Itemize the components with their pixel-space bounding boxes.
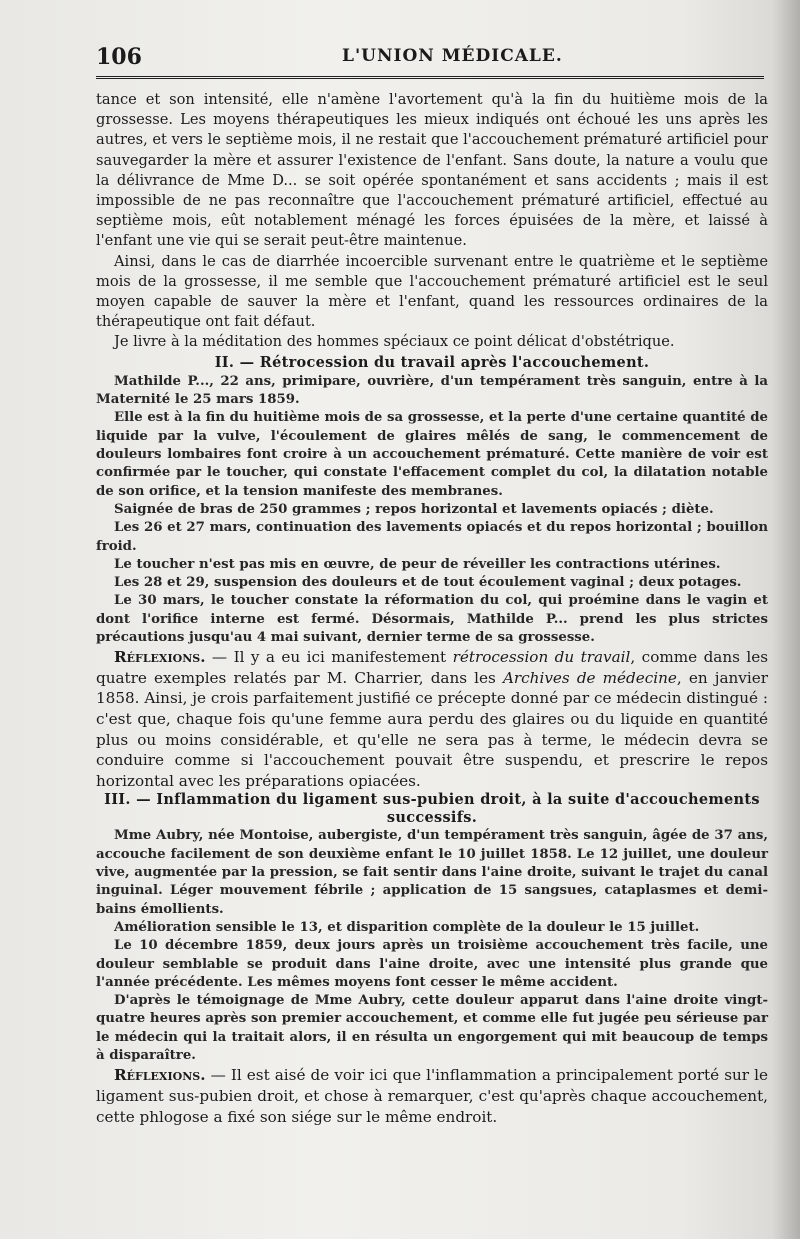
paragraph-intro-3: Je livre à la méditation des hommes spéciaux ce point délicat d'obstétrique.: [114, 333, 675, 351]
reflections-label: Réflexions.: [114, 648, 206, 667]
journal-title: Archives de médecine: [502, 668, 677, 687]
reflections-paragraph-2: [96, 1065, 768, 1127]
case-paragraph: Mathilde P..., 22 ans, primipare, ouvrière, d'un tempérament très sanguin, entre à la Maternité le 25 mars 1859.: [96, 373, 768, 408]
reflections-text: — Il y a eu ici manifestement: [205, 648, 453, 667]
header-rule: [96, 76, 764, 79]
paragraph-intro-2: Ainsi, dans le cas de diarrhée incoercible survenant entre le quatrième et le septième mois de la grossesse, il me semble que l'accouchement prématuré artificiel est le seul moyen capable de sauver la mère et l'enfant, quand les ressources ordinaires de la thérapeutique ont fait défaut.: [96, 252, 768, 331]
case-paragraph: Les 28 et 29, suspension des douleurs et de tout écoulement vaginal ; deux potages.: [114, 575, 742, 591]
section-heading-3: III. — Inflammation du ligament sus-pubien droit, à la suite d'accouchements successifs.: [104, 791, 760, 827]
case-paragraph: D'après le témoignage de Mme Aubry, cette douleur apparut dans l'aine droite vingt-quatre heures après son premier accouchement, et comme elle fut jugée peu sérieuse par le médecin qui la traitait alors, il en résulta un engorgement qui mit beaucoup de temps à disparaître.: [96, 993, 768, 1064]
reflections-paragraph-1: [96, 647, 768, 791]
page-body: [96, 90, 768, 1127]
page-number: 106: [96, 44, 142, 70]
case-paragraph: Elle est à la fin du huitième mois de sa grossesse, et la perte d'une certaine quantité de liquide par la vulve, l'écoulement de glaires mêlés de sang, le commencement de douleurs lombaires font croire à un accouchement prématuré. Cette manière de voir est confirmée par le toucher, qui constate l'effacement complet du col, la dilatation notable de son orifice, et la tension manifeste des membranes.: [96, 410, 768, 499]
case-paragraph: Amélioration sensible le 13, et disparition complète de la douleur le 15 juillet.: [114, 919, 700, 935]
case-paragraph: Le 10 décembre 1859, deux jours après un troisième accouchement très facile, une douleur semblable se produit dans l'aine droite, avec une intensité plus grande que l'année précédente. Les mêmes moyens font cesser le même accident.: [96, 938, 768, 990]
case-paragraph: Le toucher n'est pas mis en œuvre, de peur de réveiller les contractions utérines.: [114, 556, 721, 572]
case-report-2: [96, 827, 768, 1065]
reflections-label: Réflexions.: [114, 1066, 206, 1085]
page-header: [96, 44, 764, 74]
case-report-1: [96, 373, 768, 647]
reflections-emphasis: rétrocession du travail: [452, 648, 631, 667]
case-paragraph: Le 30 mars, le toucher constate la réformation du col, qui proémine dans le vagin et dont l'orifice interne est fermé. Désormais, Mathilde P... prend les plus strictes précautions jusqu'au 4 mai suivant, dernier terme de sa grossesse.: [96, 593, 768, 645]
reflections-text: — Il est aisé de voir ici que l'inflammation a principalement porté sur le ligament sus-pubien droit, et chose à remarquer, c'est qu'après chaque accouchement, cette phlogose a fixé son siége sur le même endroit.: [96, 1066, 768, 1126]
case-paragraph: Saignée de bras de 250 grammes ; repos horizontal et lavements opiacés ; diète.: [114, 501, 714, 517]
case-paragraph: Mme Aubry, née Montoise, aubergiste, d'un tempérament très sanguin, âgée de 37 ans, accouche facilement de son deuxième enfant le 10 juillet 1858. Le 12 juillet, une douleur vive, augmentée par la pression, se fait sentir dans l'aine droite, suivant le trajet du canal inguinal. Léger mouvement fébrile ; application de 15 sangsues, cataplasmes et demi-bains émollients.: [96, 828, 768, 917]
page-edge-shadow: [772, 0, 800, 1239]
reflections-text: , en janvier 1858. Ainsi, je crois parfaitement justifié ce précepte donné par ce médecin distingué : c'est que, chaque fois qu'une femme aura perdu des glaires ou du liquide en quantité plus ou moins considérable, et qu'elle ne sera pas à terme, le médecin devra se conduire comme si l'accouchement pouvait être suspendu, et prescrire le repos horizontal avec les préparations opiacées.: [96, 668, 768, 790]
section-heading-2: II. — Rétrocession du travail après l'accouchement.: [214, 353, 650, 371]
case-paragraph: Les 26 et 27 mars, continuation des lavements opiacés et du repos horizontal ; bouillon froid.: [96, 520, 768, 554]
reflections-text: , comme dans les quatre exemples relatés par M. Charrier, dans les: [96, 648, 769, 687]
running-head: L'UNION MÉDICALE.: [342, 46, 563, 66]
paragraph-intro-1: tance et son intensité, elle n'amène l'avortement qu'à la fin du huitième mois de la grossesse. Les moyens thérapeutiques les mieux indiqués ont échoué les uns après les autres, et vers le septième mois, il ne restait que l'accouchement prématuré artificiel pour sauvegarder la mère et assurer l'existence de l'enfant. Sans doute, la nature a voulu que la délivrance de Mme D... se soit opérée spontanément et sans accidents ; mais il est impossible de ne pas reconnaître que l'accouchement prématuré artificiel, effectué au septième mois, eût notablement ménagé les forces épuisées de la mère, et laissé à l'enfant une vie qui se serait peut-être maintenue.: [96, 91, 768, 250]
